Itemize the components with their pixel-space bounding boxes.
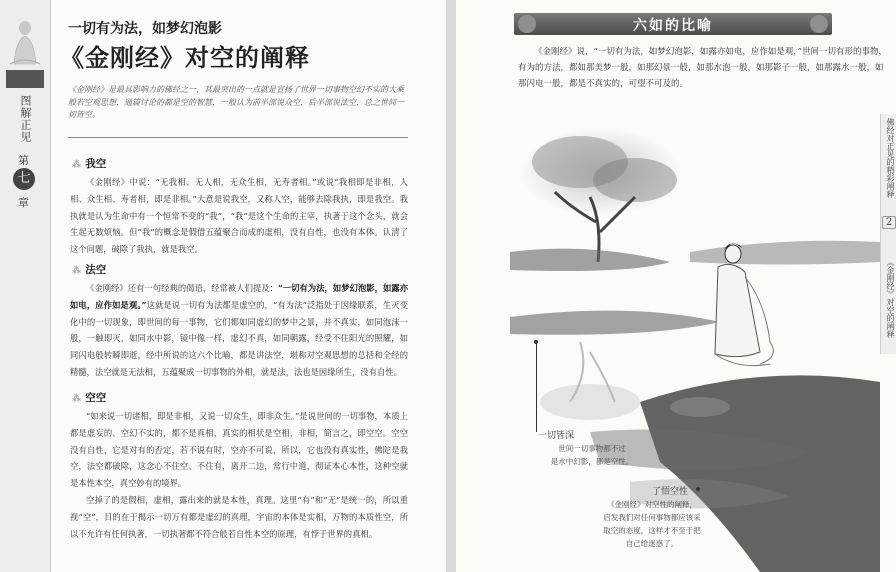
chapter-label-top: 第 [18,154,29,167]
chapter-side-tab [0,0,51,572]
section-marker-icon: ⁂ [72,160,82,170]
caption-text-all-empty: 世间一切事物都不过 是水中幻影，都是空性。 [550,444,634,466]
section-marker-icon: ⁂ [72,266,82,276]
intro-paragraph: 《金刚经》是最具影响力的佛经之一，其最突出的一点就是宣扬了世界一切事物空幻不实的大乘般若空观思想，通篇讨论的都是空的智慧，一般认为前半部说众空，后半部说法空，总之世间一切皆空。 [68,85,404,119]
right-tab-topic: 《金刚经》对空的阐释 [886,258,895,338]
side-tab-bar [6,70,44,88]
section-body-kong-kong-1: “如来说一切诸相，即是非相，又说一切众生，即非众生。”是说世间的一切事物，本质上都是虚妄的、空幻不实的，都不是真相，真实的相状是空相，非相，简言之，即空空。空空没有自性，它是对有的否定，若不说有时，空亦不可说，所以，它也没有真实性，佛陀是我空，法空都破除，这念心不住空、不住有，离开二边，常行中道，彻证本心本性，这种空就是本性本空，真空妙有的境界。 [70,411,408,489]
right-tab-number: 2 [882,216,896,229]
right-page [456,0,896,572]
caption-label-realize-emptiness: 了悟空性 [652,487,689,497]
page-title: 《金刚经》对空的阐释 [60,44,310,72]
caption-leader-line [536,342,537,432]
six-metaphors-paragraph: 《金刚经》说，“一切有为法，如梦幻泡影，如露亦如电，应作如是观，”世间一切有形的事物，有为的方法，都如那美梦一般，如那幻景一般，如那水泡一般，如那影子一般，如那露水一般，如那闪电一般，都是不真实的，可望不可及的。 [518,47,887,89]
chapter-number-badge: 七 [13,168,35,190]
chapter-label-bottom: 章 [18,196,29,209]
caption-text-realize-emptiness: 《金刚经》对空性的阐释， 启发我们对任何事物都应该采 取空的态度，这样才不至于把 自己给迷惑了。 [603,500,701,548]
section-body-kong-kong-2: 空掉了的是假相，虚相，露出来的就是本性，真理。这里“有”和“无”是统一的，所以重视“空”，目的在于揭示一切万有都是虚幻的真理，宇宙的本体是实相，万物的本质性空，所以不允许有任何执著，一切执著都不符合般若自性本空的原理，有悖于世界的真相。 [70,495,408,539]
buddha-figure-icon [6,18,44,66]
banner-title: 六如的比喻 [633,18,713,34]
right-tab-section: 佛经对正见的精彩阐释 [886,118,895,198]
section-marker-icon: ⁂ [72,394,82,404]
section-heading-fa-kong: ⁂ 法空 [72,264,107,276]
section-heading-kong-kong: ⁂ 空空 [72,392,107,404]
divider [68,137,408,138]
section-body-wo-kong: 《金刚经》中说：“无我相、无人相，无众生相，无寿者相。”或说“我相即是非相，人相、众生相、寿者相，即是非相。”大意是说我空，又称人空，能够去除我执，即是我空。我执就是认为生命中有一个恒常不变的“我”，“我”是这个生命的主宰，执著于这个念头，就会生起无数烦恼。但“我”的概念是假借五蕴聚合而成的虚相，没有自性，也没有本体。认清了这个问题，破除了我执，就是我空。 [70,177,408,255]
section-body-fa-kong: 《金刚经》还有一句经典的偈语，经常被人们提及：“一切有为法，如梦幻泡影，如露亦如电，应作如是观。”这就是说一切有为法都是虚空的，“有为法”泛指处于因缘联系，生灭变化中的一切现象，即世间的每一事物，它们都如同虚幻的梦中之景，并不真实，如同泡沫一般，一触即灭，如同水中影，镜中像一样，虚幻不真，如同朝露，经受不住阳光的照耀，如同闪电般转瞬即逝，经中所说的这六个比喻，都是讲法空，堪称对空观思想的总括和全经的精髓，法空就是无法相，五蕴聚成一切事物的外相，就是法，法也是因缘所生，没有自性。 [70,283,408,377]
caption-label-all-empty: 一切皆深 [538,431,575,441]
side-tab-section: 图解正见 [19,95,32,143]
page-subtitle: 一切有为法，如梦幻泡影 [68,21,222,37]
book-gutter [446,0,456,572]
section-heading-wo-kong: ⁂ 我空 [72,158,107,170]
left-page [0,0,446,572]
title-banner [514,13,832,35]
caption-pointer-dot [696,487,700,491]
